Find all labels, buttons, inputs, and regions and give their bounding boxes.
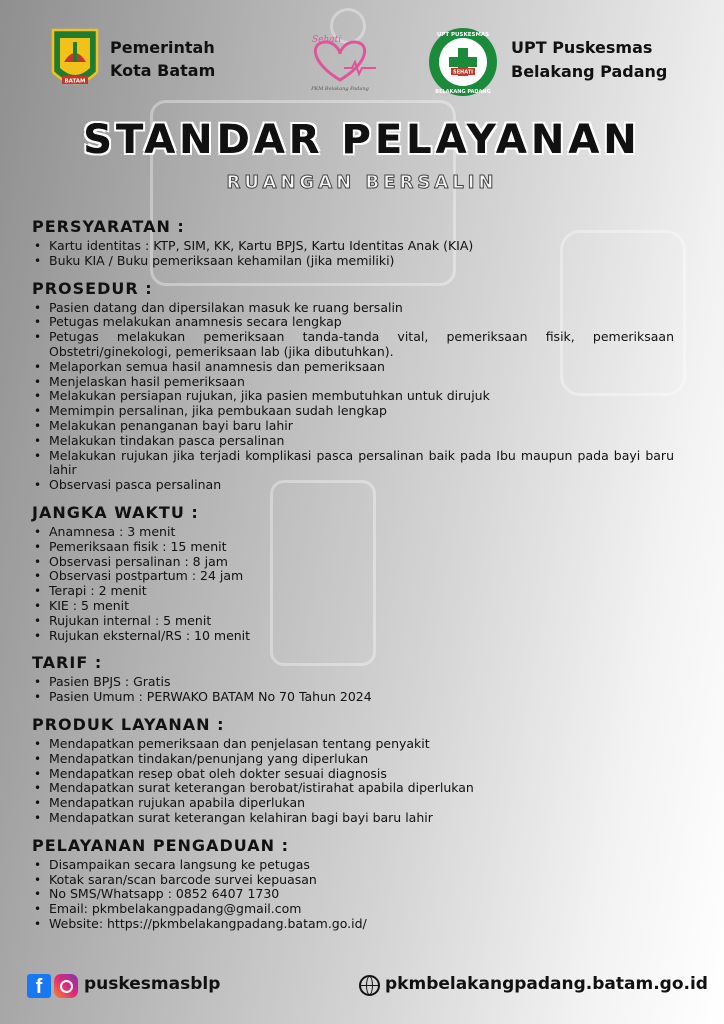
section-pengaduan <box>32 836 674 932</box>
list-item: • Observasi persalinan : 8 jam <box>32 555 674 570</box>
duration-list <box>32 525 674 643</box>
list-item: • Memimpin persalinan, jika pembukaan sudah lengkap <box>32 404 674 419</box>
upt-line-2: Belakang Padang <box>511 62 668 81</box>
list-item: • Menjelaskan hasil pemeriksaan <box>32 375 674 390</box>
list-item: • Observasi postpartum : 24 jam <box>32 569 674 584</box>
list-item: • Pemeriksaan fisik : 15 menit <box>32 540 674 555</box>
requirements-list <box>32 239 674 269</box>
list-item: • Observasi pasca persalinan <box>32 478 674 493</box>
section-prosedur <box>32 279 674 493</box>
section-persyaratan <box>32 217 674 269</box>
sehati-text: Sehati <box>312 35 342 45</box>
section-jangka-waktu <box>32 503 674 643</box>
batam-badge-text: BATAM <box>64 78 86 85</box>
service-product-list <box>32 737 674 826</box>
list-item: • Pasien datang dan dipersilakan masuk ke ruang bersalin <box>32 301 674 316</box>
list-item: • Anamnesa : 3 menit <box>32 525 674 540</box>
list-item: • Mendapatkan pemeriksaan dan penjelasan tentang penyakit <box>32 737 674 752</box>
puskesmas-logo-icon <box>427 26 499 98</box>
page-title: STANDAR PELAYANAN <box>83 117 641 163</box>
facebook-icon: f <box>27 974 51 998</box>
list-item: • Petugas melakukan anamnesis secara lengkap <box>32 315 674 330</box>
section-heading: TARIF : <box>32 653 103 673</box>
section-heading: PROSEDUR : <box>32 278 153 298</box>
list-item: • Mendapatkan tindakan/penunjang yang diperlukan <box>32 752 674 767</box>
list-item: • Melakukan persiapan rujukan, jika pasien membutuhkan untuk dirujuk <box>32 389 674 404</box>
section-heading: PERSYARATAN : <box>32 217 185 236</box>
government-name <box>110 36 215 82</box>
list-item: • No SMS/Whatsapp : 0852 6407 1730 <box>32 887 674 902</box>
list-item: • Mendapatkan rujukan apabila diperlukan <box>32 796 674 811</box>
section-heading: JANGKA WAKTU : <box>32 502 199 522</box>
sehati-logo-icon <box>300 28 380 94</box>
list-item: • Kotak saran/scan barcode survei kepuasan <box>32 873 674 888</box>
social-handle: puskesmasblp <box>84 974 221 994</box>
instagram-icon <box>54 974 78 998</box>
list-item: • Mendapatkan resep obat oleh dokter sesuai diagnosis <box>32 767 674 782</box>
list-item: • Mendapatkan surat keterangan kelahiran bagi bayi baru lahir <box>32 811 674 826</box>
website-url: pkmbelakangpadang.batam.go.id <box>385 974 708 994</box>
list-item: • Melakukan tindakan pasca persalinan <box>32 434 674 449</box>
section-produk-layanan <box>32 715 674 826</box>
list-item: • Email: pkmbelakangpadang@gmail.com <box>32 902 674 917</box>
list-item: • Terapi : 2 menit <box>32 584 674 599</box>
pkm-logo-text-top: UPT PUSKESMAS <box>436 32 490 38</box>
footer <box>0 970 724 1004</box>
list-item: • Rujukan eksternal/RS : 10 menit <box>32 629 674 644</box>
list-item: • Buku KIA / Buku pemeriksaan kehamilan (jika memiliki) <box>32 254 674 269</box>
list-item: • Pasien BPJS : Gratis <box>32 675 674 690</box>
gov-line-2: Kota Batam <box>110 61 216 80</box>
content <box>32 217 674 942</box>
list-item: • Website: https://pkmbelakangpadang.batam.go.id/ <box>32 917 674 932</box>
procedure-list <box>32 301 674 493</box>
header <box>0 22 724 107</box>
globe-icon <box>359 975 380 996</box>
tariff-list <box>32 675 674 705</box>
list-item: • Melakukan penanganan bayi baru lahir <box>32 419 674 434</box>
list-item: • Melaporkan semua hasil anamnesis dan pemeriksaan <box>32 360 674 375</box>
complaint-list <box>32 858 674 932</box>
list-item: • Mendapatkan surat keterangan berobat/istirahat apabila diperlukan <box>32 781 674 796</box>
list-item: • Kartu identitas : KTP, SIM, KK, Kartu BPJS, Kartu Identitas Anak (KIA) <box>32 239 674 254</box>
upt-line-1: UPT Puskesmas <box>511 38 653 57</box>
upt-name <box>511 36 667 84</box>
list-item: • Pasien Umum : PERWAKO BATAM No 70 Tahun 2024 <box>32 690 674 705</box>
section-heading: PELAYANAN PENGADUAN : <box>32 835 289 855</box>
pkm-badge-text: SEHATI <box>453 69 473 76</box>
list-item: • Petugas melakukan pemeriksaan tanda-tanda vital, pemeriksaan fisik, pemeriksaan Obstetri/ginekologi, pemeriksaan lab (jika dibutuhkan). <box>32 330 674 360</box>
batam-emblem-icon <box>50 26 100 94</box>
gov-line-1: Pemerintah <box>110 38 215 57</box>
list-item: • Rujukan internal : 5 menit <box>32 614 674 629</box>
section-heading: PRODUK LAYANAN : <box>32 714 225 734</box>
list-item: • KIE : 5 menit <box>32 599 674 614</box>
section-tarif <box>32 653 674 705</box>
pkm-logo-text-bottom: BELAKANG PADANG <box>435 89 491 95</box>
page-subtitle: RUANGAN BERSALIN <box>226 172 498 193</box>
list-item: • Melakukan rujukan jika terjadi komplikasi pasca persalinan baik pada Ibu maupun pada bayi baru lahir <box>32 449 674 479</box>
sehati-caption: PKM Belakang Padang <box>311 86 369 92</box>
list-item: • Disampaikan secara langsung ke petugas <box>32 858 674 873</box>
